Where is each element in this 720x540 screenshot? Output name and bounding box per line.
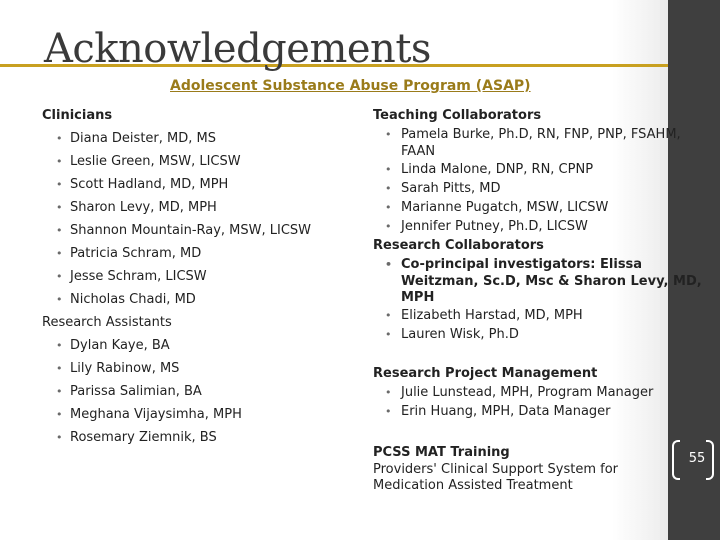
list-item: • Meghana Vijaysimha, MPH xyxy=(42,403,311,426)
list-item: • Leslie Green, MSW, LICSW xyxy=(42,150,311,173)
program-subtitle: Adolescent Substance Abuse Program (ASAP) xyxy=(170,78,531,94)
left-column xyxy=(42,104,311,449)
list-item: • Parissa Salimian, BA xyxy=(42,380,311,403)
bullet-icon: • xyxy=(56,362,63,375)
list-item: • Sarah Pitts, MD xyxy=(385,181,501,196)
bullet-icon: • xyxy=(385,258,393,271)
list-item: • Rosemary Ziemnik, BS xyxy=(42,426,311,449)
bullet-icon: • xyxy=(56,132,63,145)
page-number-bracket-left xyxy=(672,440,680,480)
list-item: • Shannon Mountain-Ray, MSW, LICSW xyxy=(42,219,311,242)
bullet-icon: • xyxy=(385,128,392,141)
bullet-icon: • xyxy=(56,431,63,444)
bullet-icon: • xyxy=(56,339,63,352)
list-item: • Dylan Kaye, BA xyxy=(42,334,311,357)
bullet-icon: • xyxy=(385,163,392,176)
bullet-icon: • xyxy=(56,201,63,214)
list-item: • Lauren Wisk, Ph.D xyxy=(385,327,519,342)
list-item: • Patricia Schram, MD xyxy=(42,242,311,265)
research-collaborators-heading: Research Collaborators xyxy=(373,238,544,253)
bullet-icon: • xyxy=(385,405,392,418)
list-item: • Lily Rabinow, MS xyxy=(42,357,311,380)
clinicians-heading: Clinicians xyxy=(42,108,113,123)
list-item: • Elizabeth Harstad, MD, MPH xyxy=(385,308,583,323)
bullet-icon: • xyxy=(385,182,392,195)
list-item: • Diana Deister, MD, MS xyxy=(42,127,311,150)
bullet-icon: • xyxy=(385,201,392,214)
page-number: 55 xyxy=(688,451,706,466)
list-item: • Erin Huang, MPH, Data Manager xyxy=(385,404,611,419)
bullet-icon: • xyxy=(385,309,392,322)
project-management-heading: Research Project Management xyxy=(373,366,598,381)
list-item: • Linda Malone, DNP, RN, CPNP xyxy=(385,162,594,177)
bullet-icon: • xyxy=(385,220,392,233)
bullet-icon: • xyxy=(385,386,392,399)
bullet-icon: • xyxy=(56,224,63,237)
bullet-icon: • xyxy=(385,328,392,341)
research-assistants-heading: Research Assistants xyxy=(42,315,172,330)
list-item: • Co-principal investigators: Elissa xyxy=(385,257,643,272)
spacer xyxy=(373,344,702,364)
pcss-description-line2: Medication Assisted Treatment xyxy=(373,478,573,493)
list-item: • Jesse Schram, LICSW xyxy=(42,265,311,288)
bullet-icon: • xyxy=(56,408,63,421)
bullet-icon: • xyxy=(56,178,63,191)
list-item: • Marianne Pugatch, MSW, LICSW xyxy=(385,200,609,215)
list-item: • Nicholas Chadi, MD xyxy=(42,288,311,311)
spacer xyxy=(373,421,702,443)
list-item: • Jennifer Putney, Ph.D, LICSW xyxy=(385,219,588,234)
list-item-continuation: MPH xyxy=(401,290,435,305)
pcss-heading: PCSS MAT Training xyxy=(373,445,510,460)
bullet-icon: • xyxy=(56,293,63,306)
right-column xyxy=(373,106,702,494)
list-item-continuation: FAAN xyxy=(401,144,436,159)
bullet-icon: • xyxy=(56,247,63,260)
bullet-icon: • xyxy=(56,155,63,168)
list-item: • Sharon Levy, MD, MPH xyxy=(42,196,311,219)
bullet-icon: • xyxy=(56,270,63,283)
list-item: • Pamela Burke, Ph.D, RN, FNP, PNP, FSAHM, xyxy=(385,127,681,142)
teaching-collaborators-heading: Teaching Collaborators xyxy=(373,108,542,123)
list-item: • Scott Hadland, MD, MPH xyxy=(42,173,311,196)
list-item-continuation: Weitzman, Sc.D, Msc & Sharon Levy, MD, xyxy=(401,274,702,289)
bullet-icon: • xyxy=(56,385,63,398)
page-title: Acknowledgements xyxy=(44,26,431,72)
pcss-description-line1: Providers' Clinical Support System for xyxy=(373,462,619,477)
list-item: • Julie Lunstead, MPH, Program Manager xyxy=(385,385,654,400)
